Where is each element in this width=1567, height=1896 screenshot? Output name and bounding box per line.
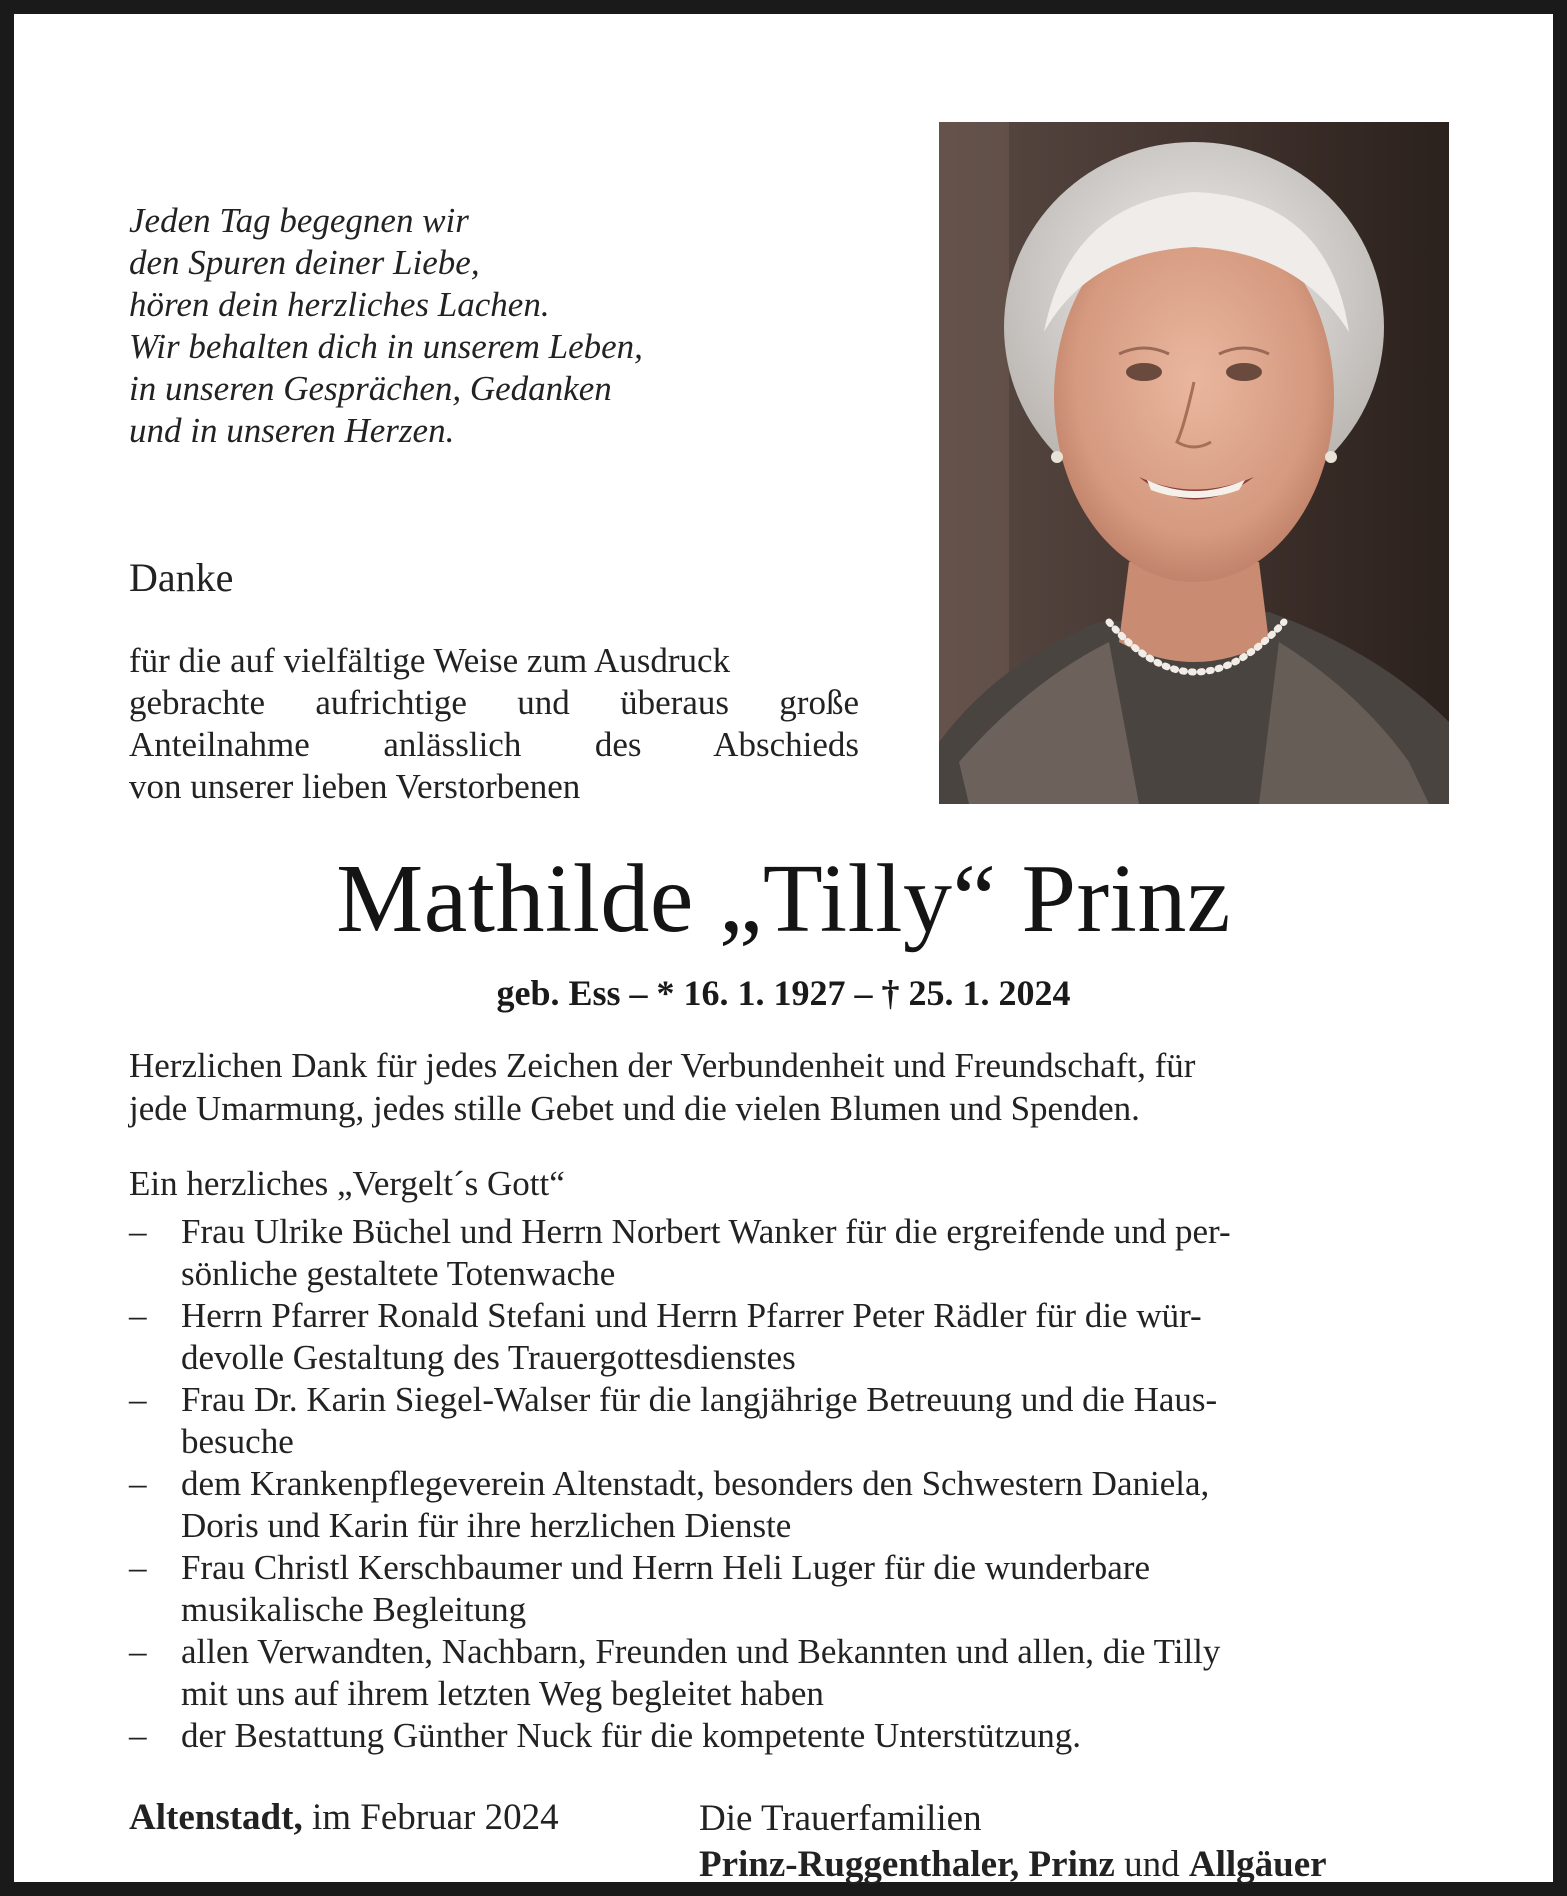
life-dates: geb. Ess – * 16. 1. 1927 – † 25. 1. 2024 bbox=[496, 973, 1071, 1013]
dash-bullet: – bbox=[129, 1464, 147, 1503]
poem-line: Wir behalten dich in unserem Leben, bbox=[129, 327, 643, 366]
list-item bbox=[129, 1631, 1451, 1715]
dash-bullet: – bbox=[129, 1380, 147, 1419]
family-signature bbox=[699, 1796, 1327, 1888]
list-item-line: besuche bbox=[181, 1422, 294, 1461]
date-text: im Februar 2024 bbox=[302, 1797, 559, 1838]
list-item-line: dem Krankenpflegeverein Altenstadt, besonders den Schwestern Daniela, bbox=[181, 1464, 1210, 1503]
list-item bbox=[129, 1715, 1451, 1757]
portrait-illustration bbox=[939, 122, 1449, 804]
poem-line: Jeden Tag begegnen wir bbox=[129, 201, 469, 240]
thanks-paragraph bbox=[129, 1044, 1451, 1130]
intro-line: gebrachte aufrichtige und überaus große bbox=[129, 683, 859, 722]
poem-line: und in unseren Herzen. bbox=[129, 411, 455, 450]
dash-bullet: – bbox=[129, 1296, 147, 1335]
dash-bullet: – bbox=[129, 1212, 147, 1251]
poem-line: hören dein herzliches Lachen. bbox=[129, 285, 550, 324]
list-item-line: der Bestattung Günther Nuck für die kompetente Unterstützung. bbox=[181, 1716, 1082, 1755]
intro-line: für die auf vielfältige Weise zum Ausdruck bbox=[129, 641, 731, 680]
list-item-line: Frau Christl Kerschbaumer und Herrn Heli Luger für die wunderbare bbox=[181, 1548, 1150, 1587]
list-item bbox=[129, 1211, 1451, 1295]
place-date bbox=[129, 1796, 559, 1839]
poem-line: den Spuren deiner Liebe, bbox=[129, 243, 480, 282]
dash-bullet: – bbox=[129, 1548, 147, 1587]
list-item-line: allen Verwandten, Nachbarn, Freunden und Bekannten und allen, die Tilly bbox=[181, 1632, 1221, 1671]
dash-bullet: – bbox=[129, 1716, 147, 1755]
family-names bbox=[699, 1842, 1327, 1888]
family-conjunction: und bbox=[1114, 1844, 1189, 1885]
place-name: Altenstadt, bbox=[129, 1797, 303, 1838]
deceased-name: Mathilde „Tilly“ Prinz bbox=[336, 845, 1231, 953]
thanks-list bbox=[129, 1211, 1451, 1757]
list-item bbox=[129, 1379, 1451, 1463]
thanks-line: jede Umarmung, jedes stille Gebet und die vielen Blumen und Spenden. bbox=[129, 1089, 1140, 1128]
portrait-photo bbox=[939, 122, 1449, 804]
list-item-line: devolle Gestaltung des Trauergottesdienstes bbox=[181, 1338, 796, 1377]
poem-line: in unseren Gesprächen, Gedanken bbox=[129, 369, 612, 408]
list-item-line: Frau Dr. Karin Siegel-Walser für die langjährige Betreuung und die Haus- bbox=[181, 1380, 1218, 1419]
list-item bbox=[129, 1295, 1451, 1379]
intro-paragraph bbox=[129, 640, 859, 808]
list-item-line: Frau Ulrike Büchel und Herrn Norbert Wanker für die ergreifende und per- bbox=[181, 1212, 1231, 1251]
family-name: Prinz-Ruggenthaler, Prinz bbox=[699, 1844, 1115, 1885]
memorial-poem bbox=[129, 200, 869, 452]
list-item bbox=[129, 1547, 1451, 1631]
danke-heading: Danke bbox=[129, 555, 234, 600]
list-item-line: Doris und Karin für ihre herzlichen Dienste bbox=[181, 1506, 792, 1545]
dash-bullet: – bbox=[129, 1632, 147, 1671]
thanks-line: Herzlichen Dank für jedes Zeichen der Verbundenheit und Freundschaft, für bbox=[129, 1046, 1196, 1085]
family-name: Allgäuer bbox=[1188, 1844, 1327, 1885]
vergelts-heading: Ein herzliches „Vergelt´s Gott“ bbox=[129, 1164, 565, 1203]
intro-line: Anteilnahme anlässlich des Abschieds bbox=[129, 725, 859, 764]
intro-line: von unserer lieben Verstorbenen bbox=[129, 767, 581, 806]
list-item-line: mit uns auf ihrem letzten Weg begleitet haben bbox=[181, 1674, 824, 1713]
list-item bbox=[129, 1463, 1451, 1547]
list-item-line: Herrn Pfarrer Ronald Stefani und Herrn Pfarrer Peter Rädler für die wür- bbox=[181, 1296, 1202, 1335]
family-label: Die Trauerfamilien bbox=[699, 1798, 982, 1839]
list-item-line: musikalische Begleitung bbox=[181, 1590, 527, 1629]
list-item-line: sönliche gestaltete Totenwache bbox=[181, 1254, 616, 1293]
